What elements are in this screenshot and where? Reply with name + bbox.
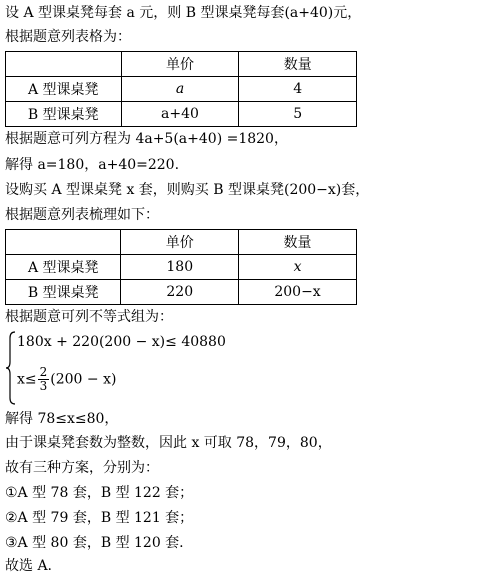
inequality-2-right: (200 − x) — [50, 371, 117, 388]
text-line-1: 设 A 型课桌凳每套 a 元，则 B 型课桌凳每套(a+40)元， — [5, 5, 362, 21]
table-1-row-1-price: a — [121, 77, 239, 102]
text-line-9: 由于课桌凳套数为整数，因此 x 可取 78，79，80， — [5, 435, 332, 451]
table-2-header-blank — [6, 230, 121, 255]
table-row — [6, 255, 357, 280]
table-1-header-price: 单价 — [121, 52, 239, 77]
text-line-5: 设购买 A 型课桌凳 x 套，则购买 B 型课桌凳(200−x)套， — [5, 182, 370, 198]
table-1-row-2-label: B 型课桌凳 — [6, 102, 122, 127]
text-line-14: 故选 A. — [5, 558, 53, 574]
table-2-row-2-label: B 型课桌凳 — [6, 280, 121, 305]
fraction — [38, 366, 50, 393]
table-2-row-1-qty: x — [239, 255, 357, 280]
inequality-2 — [17, 366, 116, 393]
table-1-header-row — [6, 52, 357, 77]
table-1 — [5, 51, 357, 127]
inequality-1: 180x + 220(200 − x)≤ 40880 — [17, 334, 226, 350]
table-2 — [5, 229, 357, 305]
table-2-row-1-label: A 型课桌凳 — [6, 255, 121, 280]
inequality-system — [5, 330, 265, 406]
fraction-denominator: 3 — [39, 379, 48, 393]
table-1-row-2-price: a+40 — [121, 102, 239, 127]
table-row — [6, 102, 357, 127]
table-2-row-2-price: 220 — [121, 280, 239, 305]
table-row — [6, 280, 357, 305]
table-1-row-1-label: A 型课桌凳 — [6, 77, 122, 102]
text-line-11: ①A 型 78 套，B 型 122 套； — [5, 485, 194, 501]
table-row — [6, 77, 357, 102]
text-line-7: 根据题意可列不等式组为： — [5, 309, 173, 325]
inequality-2-left: x≤ — [17, 371, 37, 388]
table-2-header-row — [6, 230, 357, 255]
text-line-10: 故有三种方案，分别为： — [5, 460, 159, 476]
text-line-3: 根据题意可列方程为 4a+5(a+40) =1820， — [5, 131, 288, 147]
table-2-header-qty: 数量 — [239, 230, 357, 255]
fraction-numerator: 2 — [39, 365, 48, 379]
left-brace-icon — [5, 330, 17, 406]
text-line-6: 根据题意列表梳理如下： — [5, 207, 159, 223]
table-1-header-blank — [6, 52, 122, 77]
table-2-row-2-qty: 200−x — [239, 280, 357, 305]
table-2-header-price: 单价 — [121, 230, 239, 255]
table-1-header-qty: 数量 — [239, 52, 357, 77]
table-2-row-1-price: 180 — [121, 255, 239, 280]
table-1-row-2-qty: 5 — [239, 102, 357, 127]
text-line-2: 根据题意列表格为： — [5, 29, 131, 45]
table-1-row-1-qty: 4 — [239, 77, 357, 102]
text-line-8: 解得 78≤x≤80， — [5, 411, 119, 427]
text-line-13: ③A 型 80 套，B 型 120 套. — [5, 535, 184, 551]
text-line-12: ②A 型 79 套，B 型 121 套； — [5, 510, 194, 526]
text-line-4: 解得 a=180，a+40=220. — [5, 157, 180, 173]
